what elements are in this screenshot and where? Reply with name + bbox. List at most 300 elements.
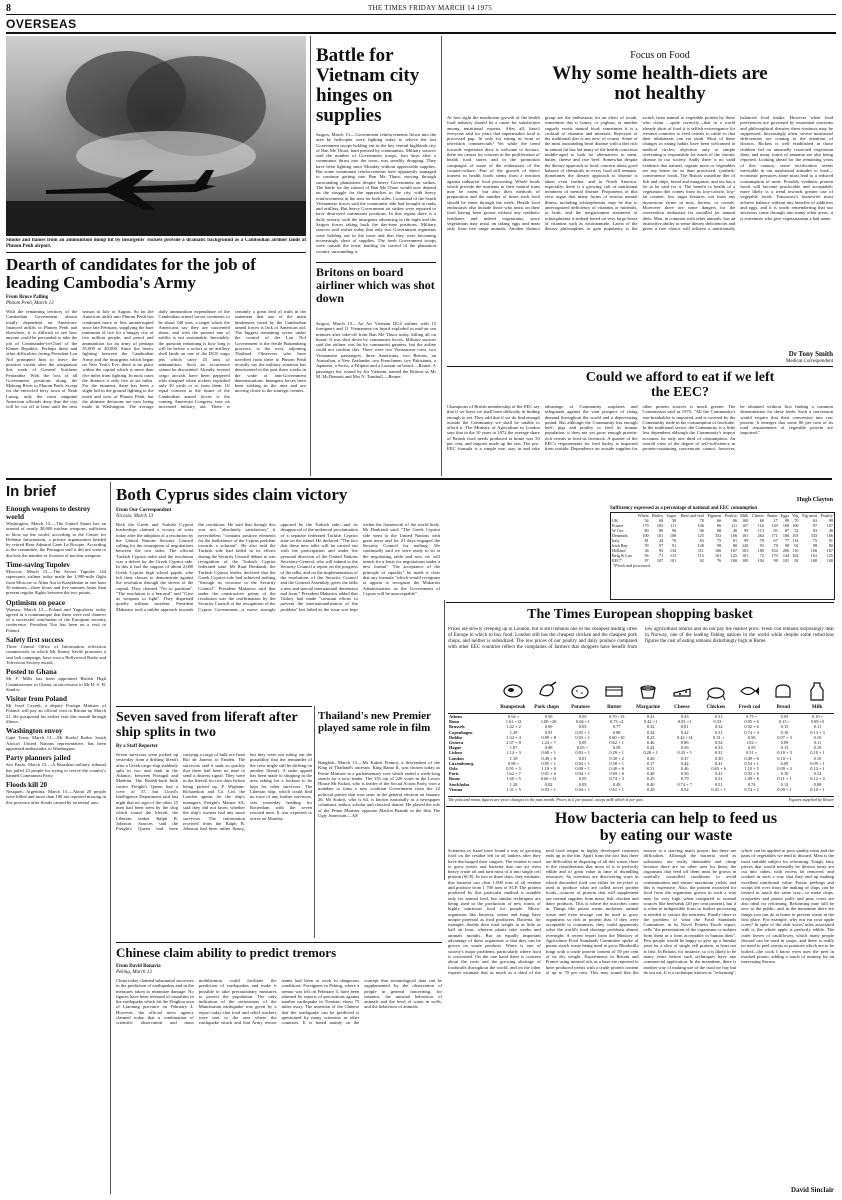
health-author: Dr Tony Smith xyxy=(788,350,833,358)
shopping-price-cell: 0.04 +1 xyxy=(575,719,590,725)
sufficiency-cell: 98 xyxy=(717,543,722,548)
shopping-price-cell: 0.05 xyxy=(578,714,587,719)
shopping-price-cell: 0.13 + 1 xyxy=(810,766,825,772)
margarine-icon xyxy=(631,680,665,702)
sufficiency-cell: 80 xyxy=(732,543,738,548)
brief-item-headline: Optimism on peace xyxy=(6,598,66,607)
shopping-price-cell: 0.41 xyxy=(714,760,723,766)
shopping-price-cell: 0.42 +1 xyxy=(643,719,658,725)
shopping-price-cell: 0.58 xyxy=(747,734,756,740)
sufficiency-cell: 179 xyxy=(642,523,649,528)
shopping-price-cell: 0.08 + 1 xyxy=(575,766,590,772)
brief-column-rule xyxy=(110,482,111,1194)
shopping-column-header: Bread xyxy=(776,704,790,710)
shopping-price-cell: 0.24 xyxy=(646,745,655,751)
sufficiency-cell: 111 xyxy=(731,523,738,528)
shopping-price-cell: 0.98 + xyxy=(507,760,520,766)
brief-item-body: Sao Paulo, March 13.—A Brazilian military tribunal has jailed 23 people for trying to revive the country's banned Communist Party. xyxy=(6,762,106,778)
sufficiency-cell: 36 xyxy=(644,548,649,553)
health-headline: Why some health-diets are not healthy xyxy=(552,63,768,104)
shopping-price-cell: 0.10 + 3 xyxy=(777,750,792,756)
shopping-price-cell: 0.20 xyxy=(646,755,655,761)
sufficiency-cell: 92 xyxy=(794,543,799,548)
sufficiency-cell: 166 xyxy=(714,548,722,553)
sufficiency-cell: 76 xyxy=(717,558,722,563)
shopping-price-cell: 0.05 xyxy=(578,776,587,782)
shopping-price-cell: 0.12 + 4 xyxy=(810,776,825,782)
liferaft-rule xyxy=(116,706,312,707)
shopping-price-cell: 0.74 + 2 xyxy=(744,786,759,792)
brief-item-headline: Posted to Ghana xyxy=(6,668,57,677)
shopping-price-cell: 0.51 + xyxy=(745,750,758,756)
sufficiency-cell: 99 xyxy=(784,518,790,523)
shopping-price-cell: 0.61 + 1 xyxy=(609,786,624,792)
sufficiency-cell: 125 xyxy=(697,533,704,538)
sufficiency-cell: 144 xyxy=(782,553,790,558)
shopping-column-header: Cheese xyxy=(674,704,690,710)
shopping-price-cell: 0.32 xyxy=(646,724,655,730)
shopping-price-cell: 0.29 + 1 xyxy=(609,750,624,756)
brief-item-headline: Party planners jailed xyxy=(6,754,71,763)
shopping-price-cell: 0.04 + 1 xyxy=(575,771,590,777)
sufficiency-cell: 116 xyxy=(757,523,764,528)
shopping-price-cell: 0.81 +1 xyxy=(677,719,692,725)
chinese-byline: From David Bonavia xyxy=(116,964,161,969)
shopping-column-rule xyxy=(444,600,445,880)
shopping-price-cell: 0.40 + 6 xyxy=(609,766,624,772)
sufficiency-cell: 107 xyxy=(742,523,749,528)
food-column-rule xyxy=(441,36,442,476)
sufficiency-cell: 56 xyxy=(644,553,649,558)
section-rule xyxy=(6,32,836,34)
shopping-price-cell: 0.07 + 3 xyxy=(777,734,792,740)
shopping-price-cell: 0.93 + 1 xyxy=(541,786,556,792)
sufficiency-cell: 100 xyxy=(742,558,749,563)
shopping-city: Dublin xyxy=(449,734,462,740)
eec-body: Champions of British membership of the EEC say that if we leave we shall have difficulty in finding enough to eat. They add that if we do find enough outside the Community we shall be unable to afford it. The Ministry of Agriculture in London says that in the 10 years to 1972 the average share of British food needs produced at home was 50 per cent, and imports made up the rest. The pro-EEC formula is a simple one: stay in and take advantage of Community surpluses and safeguards against the vain prospect of rising demand throughout the world and a depreciating pound. But although the Community has enough beef, pigs and poultry to feed its human population, it does not yet grow enough protein-rich cereals to feed its livestock. A quarter of the EEC's requirements for feed barley is imported from outside. Dependence on outside supplies for other protein sources is much greater. The Commission said in 1973: "All the Community's non-breakables is imported, and is covered by the Community trade in the consumption of foodcake. In the traditional sector, the Community is a little less dependent although the Community's import accounts for only one third of consumption. An overall view of the degree of self-sufficiency in protein-containing concentrate cannot, however, be obtained without first finding a common denomination for these feeds. Such a conversion would require that their conversion into raw protein. It emerges that some 80 per cent of its total requirements of vegetable protein are imported." xyxy=(447,404,833,452)
shopping-price-cell: 0.31 xyxy=(714,750,723,756)
shopping-city: Brussels xyxy=(449,724,465,730)
shopping-price-cell: 0.51 xyxy=(714,776,723,782)
sufficiency-country: UK xyxy=(612,518,619,523)
sufficiency-cell: 80 xyxy=(828,543,833,548)
shopping-price-cell: 0.05 xyxy=(578,781,587,787)
sufficiency-country: EEC* xyxy=(612,558,623,563)
sufficiency-cell: 75 xyxy=(717,538,722,543)
sufficiency-cell: 71 xyxy=(658,553,664,558)
shopping-price-cell: 1.28 xyxy=(509,781,518,787)
sufficiency-cell: 87 xyxy=(784,528,790,533)
sufficiency-cell: 98 xyxy=(773,558,778,563)
sufficiency-cell: 97 xyxy=(812,523,818,528)
shopping-price-cell: 0.10 xyxy=(780,771,789,777)
sufficiency-cell: 63 xyxy=(699,538,704,543)
sufficiency-cell: 99 xyxy=(744,528,749,533)
sufficiency-cell: 103 xyxy=(742,548,749,553)
sufficiency-cell: 161 xyxy=(810,553,818,558)
vietnam-column-rule xyxy=(310,36,311,476)
brief-item-body: Three Central Office of Information television commercials in which Mr Jimmy Savile promotes a seat belt campaign, have won a Hollywood Radio and Television Society award. xyxy=(6,644,106,665)
shopping-city: London xyxy=(449,755,464,761)
brief-item-body: Washington, March 13.—The United States has an arsenal of nearly 30,000 nuclear weapons, sufficient to blow up the world, according to the Centre for Defense Information, a private organization headed by retired Rear Admiral Gene La Rocque. According to the committee, the Pentagon said it did not want to disclose the number or location of nuclear weapons. xyxy=(6,521,106,558)
sufficiency-cell: 100 xyxy=(642,533,649,538)
shopping-city: Luxembourg xyxy=(449,760,474,766)
sufficiency-column-header: Barley xyxy=(652,513,664,518)
shopping-price-cell: 0.10 xyxy=(813,734,822,740)
shopping-price-cell: 1.62 + 7 xyxy=(506,771,521,777)
shopping-price-cell: 0.13 xyxy=(780,745,789,751)
liferaft-body: Seven survivors were picked up yesterday from a drifting liferaft after a Greek cargo ship suddenly split in two and sank in the Atlantic, between Portugal and Madeira. The British-built bulk carrier Freight's Queen had a crew of 37, but Lloyd's Intelligence Department said last night that no sign of the other 25 men had been seen by the ship which found the liferaft, the Liberian tanker Ralph B. Johnson. Sources said the Freight's Queen had been carrying a cargo of bulk ore from Rio de Janeiro to Emden. The survivors said it sank so quickly that there had been no time to send a distress signal. They were in the liferaft for two days before being picked up. P. Wigham-Richardson and Co. Ltd, the London agents for the ship's managers, Freight's Marine SA, said they did not know whether the ship's owners had any more survivors. The information received from the Ralph B. Johnson had been rather flimsy, but they were not ruling out the possibility that the remainder of the crew might still be drifting on another liferaft. A radio appeal has been made to shipping in the area asking for a lookout to be kept for other survivors. The Liberian ship, which could find no trace of any further survivors, was yesterday heading for Rotterdam with the seven rescued men. It was expected to arrive on Monday. xyxy=(116,752,312,832)
sufficiency-cell: 68 xyxy=(658,518,664,523)
shopping-price-cell: 0.10 + 1 xyxy=(810,750,825,756)
health-author-title: Medical Correspondent xyxy=(785,359,833,364)
sufficiency-cell: 139 xyxy=(771,523,778,528)
shopping-price-cell: 0.09 + 1 xyxy=(777,786,792,792)
shopping-price-cell: 0.49 + 6 xyxy=(744,755,759,761)
sufficiency-cell: 100 xyxy=(730,558,738,563)
shopping-price-cell: 0.86 xyxy=(680,740,689,746)
shopping-city: Hague xyxy=(449,745,462,751)
shopping-price-cell: 0.60 +10 xyxy=(608,734,625,740)
thailand-body: Bangkok, March 13.—Mr Kukrit Pramoj, a descendant of the King of Thailand's ancestor, King Rama II, was chosen today as Prime Minister in a parliamentary vote which ended a week-long search for a new leader. The 135 out of 226 votes in the Lower House Mr Kukrit, who is leader of the Social Action Party, won a mandate to form a new coalition Government from the 22 political parties that won seats in the general election on January 26. Mr Kukrit, who is 64, is known nationally as a newspaper columnist, author, scholar and classical dancer. He played the role of the Prime Minister opposite Marlon Brando in the film The Ugly American.—AP. xyxy=(318,760,440,818)
shopping-column-header: Margarine xyxy=(636,704,661,710)
milk-icon xyxy=(800,680,834,702)
sufficiency-country: Irish Rep xyxy=(612,543,628,548)
sufficiency-cell: 107 xyxy=(656,558,664,563)
sufficiency-country: Holland xyxy=(612,548,626,553)
section-label: OVERSEAS xyxy=(6,17,77,31)
shopping-price-cell: 0.56 xyxy=(680,745,689,751)
shopping-price-cell: 0.14 xyxy=(813,771,822,777)
brief-list xyxy=(6,502,106,1192)
sufficiency-cell: 102 xyxy=(792,553,799,558)
sufficiency-cell: 171 xyxy=(771,533,778,538)
shopping-price-cell: 0.48 xyxy=(646,771,655,777)
newspaper-date-line: THE TIMES FRIDAY MARCH 14 1975 xyxy=(367,4,493,12)
shopping-price-cell: 1.31 + 5 xyxy=(506,786,521,792)
cambodia-headline: Dearth of candidates for the job of leading Cambodia's Army xyxy=(6,255,256,292)
cambodia-byline: From Bruce Palling xyxy=(6,295,49,300)
sufficiency-cell: 101 xyxy=(656,533,664,538)
sufficiency-cell: 167 xyxy=(826,548,833,553)
sufficiency-cell: 92 xyxy=(699,558,704,563)
sufficiency-cell: 59 xyxy=(644,543,649,548)
brief-item-body: Warsaw, March 13.—Poland and Yugoslavia today agreed in a communique that there were real chances of a successful conclusion of the European security conference. President Tito has been on a visit to Poland. xyxy=(6,606,106,633)
brief-item-headline: Time-saving Tupolev xyxy=(6,561,70,570)
shopping-price-cell: 0.30 xyxy=(714,755,723,761)
sufficiency-cell: 113 xyxy=(757,528,764,533)
cyprus-headline: Both Cyprus sides claim victory xyxy=(116,485,348,504)
shopping-price-cell: 0.10 + 1 xyxy=(810,786,825,792)
shopping-price-cell: 0.92 + 6 xyxy=(744,771,759,777)
shopping-price-cell: 0.41 + 1 xyxy=(711,786,726,792)
shopping-city: Copenhagen xyxy=(449,729,473,735)
sufficiency-column-header: Pigmeat xyxy=(707,513,722,518)
shopping-price-cell: 0.40 xyxy=(646,781,655,787)
butter-icon xyxy=(597,680,631,702)
eec-rule xyxy=(447,366,833,367)
shopping-city: Rome xyxy=(449,776,460,782)
shopping-price-cell: 0.81 xyxy=(680,724,689,730)
cheese-icon xyxy=(665,680,699,702)
sufficiency-cell: 104 xyxy=(757,558,764,563)
shopping-price-cell: 2.37 + 8 xyxy=(506,740,521,746)
thailand-column-rule xyxy=(314,706,315,938)
sufficiency-cell: 111 xyxy=(670,523,677,528)
shopping-price-cell: 0.92 + 6 xyxy=(744,724,759,730)
steak-icon xyxy=(496,680,530,702)
sufficiency-cell: 99 xyxy=(828,518,833,523)
sufficiency-cell: 44 xyxy=(658,538,664,543)
shopping-column-header: Fresh cod xyxy=(738,704,761,710)
sufficiency-cell: 60 xyxy=(759,518,764,523)
chinese-dateline: Peking, March 13 xyxy=(116,970,152,975)
sufficiency-cell: 96 xyxy=(672,528,677,533)
sufficiency-cell: 110 xyxy=(792,548,799,553)
chinese-headline: Chinese claim ability to predict tremors xyxy=(116,945,337,960)
shopping-price-cell: 1.18 xyxy=(509,755,518,761)
sufficiency-cell: 91 xyxy=(732,538,738,543)
shopping-price-cell: 0.33 xyxy=(714,745,723,751)
shopping-intro: Prices are slowly creeping up in London, but is still remains one of the cheapest leading cities of Europe in which to buy food. London still has the cheapest chicken and the cheapest pork chops, and neither is subsidized. The low prices of our poultry and dairy produce compared with other EEC countries reflect the complaints of farmers that shoppers have benefit from low agricultural returns and do not pay the market price. Fresh cod remains surprisingly dear in Norway, one of the leading fishing nations in the world while despite some reductions figures the cost of eating remains disturbingly high in Rome. xyxy=(448,627,834,650)
shopping-price-cell: 0.09 + 3 xyxy=(777,766,792,772)
cambodia-body: With the remaining territory of the Cambodian Government almost totally dependent on American-financed airlifts to Phnom Penh and elsewhere, it is difficult to see how anyone could be persuaded to take the job of Commander-in-Chief of the Khmer Republic. Perhaps these and other difficulties facing President Lon Nol prompted him to leave the position vacant after the resignation this week of General Sosthene Fernandez. With the loss of all Government positions along the Mekong River to Phnom Penh, except for the encircled ferry town of Neak Luong, only the most sanguine American officials deny that the city will be cut off at least until the next season in July or August. So far the American airlift into Phnom Penh has continued more or less uninterrupted since late February, supplying the bare minimum of rice for a hungry city of two million people, and petrol and ammunition for an army of perhaps 35,000 to 40,000. Since the heavy fighting between the Cambodian Army and the insurgents which began on New Year's Eve, there is no place within the capital which is more than five miles from fighting. In most cases the distance is only five or six miles. For the moment, there has been a slight lull in the ground fighting to the north and west of Phnom Penh, but the ultimate decisions are now being made in Washington. The average daily ammunition expenditure of the Cambodian armed forces continues to be about 340 tons, a target which the Americans say they are concerned about, and with the present rate of airlifts is not sustainable. Inevitably, the question remaining is how long it will be before a rocket or an artillery shell lands on one of the DC8 cargo jets which carry 45 tons of ammunition. Such an occurrence cannot be discounted. Already, several cargo aircraft have been peppered with shrapnel when rockets exploded only 30 yards or so from them. Of equal concern to the future of the Cambodian armed forces is the coming American Congress vote on increased military aid. There is certainly a great deal of truth in the statement that one of the main hindrances faced by the Cambodian armed forces is lack of American aid. The biggest remaining sector under the control of the Lon Nol Government is the fertile Battambang province, to the west, adjoining Thailand. Observers who have travelled from there to Phnom Penh recently say the military situation has deteriorated in the past three weeks in the wake of anti-Government demonstrations. Insurgent forces have been striking in the area and are moving closer to the strategic centres. xyxy=(6,309,306,410)
shopping-price-cell: 0.01 xyxy=(578,755,587,761)
sufficiency-footnote: *Fresh and processed. xyxy=(613,563,651,568)
shopping-price-cell: 0.47 xyxy=(680,755,689,761)
shopping-credit: Figures supplied by Reuter xyxy=(788,797,834,802)
sufficiency-cell: 166 xyxy=(730,533,738,538)
sufficiency-cell: 101 xyxy=(742,533,749,538)
shopping-price-cell: 1.28 xyxy=(509,729,518,735)
shopping-price-cell: 0.32 xyxy=(714,724,723,730)
sufficiency-cell: 54 xyxy=(644,518,649,523)
sufficiency-cell: 89 xyxy=(658,528,664,533)
shopping-price-cell: 0.30 + 2 xyxy=(609,755,624,761)
shopping-price-cell: 0.54 xyxy=(714,740,723,746)
shopping-price-cell: 0.31 xyxy=(714,714,723,719)
shopping-city: Lisbon xyxy=(449,750,462,756)
shopping-price-cell: 0.65 + 6 xyxy=(711,766,726,772)
shopping-price-cell: 0.91 xyxy=(544,729,553,735)
shopping-price-cell: 0.49 xyxy=(612,781,621,787)
shopping-price-cell: 0.89 + 8 xyxy=(541,734,556,740)
shopping-price-cell: 0.10 + 1 xyxy=(777,755,792,761)
shopping-price-cell: 0.33 - xyxy=(713,719,724,725)
sufficiency-column-header: Wheat xyxy=(637,513,649,518)
sufficiency-cell: 161 xyxy=(714,553,722,558)
sufficiency-cell: 76 xyxy=(672,538,677,543)
shopping-price-cell: 0.03 xyxy=(578,724,587,730)
photo-illustration-icon xyxy=(6,36,306,236)
shopping-price-cell: 0.69 xyxy=(544,724,553,730)
shopping-column-header: Potatoes xyxy=(571,704,590,710)
bacteria-author: David Sinclair xyxy=(791,1186,834,1194)
shopping-price-cell: 0.10 xyxy=(813,745,822,751)
sufficiency-country: France xyxy=(612,523,624,528)
shopping-price-cell: 0.70 +13 xyxy=(608,714,625,719)
sufficiency-cell: 170 xyxy=(771,553,778,558)
shopping-price-cell: 0.10 + xyxy=(811,714,824,719)
shopping-city: Stockholm xyxy=(449,781,470,787)
bacteria-headline: How bacteria can help to feed us by eating our waste xyxy=(554,810,778,844)
sufficiency-column-header: Sugar xyxy=(666,513,677,518)
sufficiency-cell: 166 xyxy=(810,548,818,553)
chinese-body: China today claimed substantial successes in the prediction of earthquakes and in the measures taken to minimize damage. No figures have been released of casualties in the earthquake which hit the Yingkou area of Liaoning province on February 4. However, the official news agency claimed today that a combination of scientific observation and mass mobilization could facilitate the prediction of earthquakes and make it possible to take precautionary measures to protect the population. The only indication of the seriousness of the Manchurian earthquake was given by a report today that food and relief workers were sent to the area where the earthquake struck and that Army rescue teams had been at work in dangerous conditions. Foreigners in Peking, where a tremor was felt on February 4, have been alarmed by reports of precautions against another earthquake in Tientsin, about 75 miles away. The assertion of the Chinese that the earthquake can be predicted is questioned by many scientists in other countries. It is based mainly on the concept that seismological data can be supplemented by the observation of people in general concerning, for instance, the unusual behaviour of animals and the level of water in wells, and the behaviour of animals. xyxy=(116,978,442,1026)
sufficiency-column-header: Cheese xyxy=(751,513,764,518)
sufficiency-cell: 83 xyxy=(773,528,778,533)
shopping-price-cell: 0.73 +2 xyxy=(609,719,624,725)
health-body: At first sight the mushroom growth of the health food industry should be a cause for satisfaction among nutritional experts. After all, hasn't everyone said for years that supermarket food is processed pap, fit only for eating in front of television commercials? Yet while the trend towards vegetarian diets is welcome to doctors, there are causes for concern in the proliferation of health food stores and in the promotion campaigns of some of the enthusiasts of the counter-culture. Part of the growth of direct interest in health foods stems from a reaction against industrial food processing. Whole foods which provide the nutrients in their natural form may be eaten, but also their methods of preparation and the number of times each food should be eaten through the week. Health food enthusiasts also include those who insist on their food having been grown without any synthetic fertilizers and indeed vegetarians, since vegetarians may insist on taking eggs and meat only from free range animals. Another distinct group are the enthusiasts for an elixir of youth, sometimes this is honey, or yoghurt, or another vaguely exotic natural food; sometimes it is a cocktail of vitamins and minerals. Rejection of the traditional diet is not new, of course. Some of the most outstanding heart disease with a diet rich in animal fat has led many of the health conscious middle-aged to look for alternatives to meat, butter, cheese and rare beef. Somewhat despite the dietary approach to food, concern about good balance of chemicals in every food still remains. Sometimes the dietary approach to disease is taken even further, and in North America, especially, there is a growing cult of nutritional treatment of mental disease. Proponents of this view argue that many forms of serious mental illness, including schizophrenia, may be due to unrecognized deficiency of vitamins or minerals, or both; and the megavitamin treatment of schizophrenia is indeed based on very large doses of vitamins such as nicotinamide. Latest of the dietary philosophies to gain popularity is the switch from animal to vegetable protein by those who claim —quite correctly—that in a world already short of food it is selfish extravagance for western countries to feed cereals to cattle so that their inhabitants can eat steak. Most of these changes in eating habits have been welcomed in medical circles; objection only to simple overeating is responsible for much of the chronic disease in our society. Sadly there is no valid evidence that natural, organic meat or vegetables are any better for us than processed, synthetic convenience foods. The British wasteline diet of fish and chips, bread and margarine, and tea has a lot to be said for it. The benefit to health of a vegetarian diet comes from its low-calorie, low-fat content, low sugar features, not from any mysterious virtue in nuts, berries, or cereals. Moreover there are some dangers for the overzealous enthusiast for uncalled for natural diets. Man, in common with other animals, has an instinctive ability to sense dietary deficiencies and given a free choice will achieve a nutritionally balanced food intake. However when food preferences are governed by emotional reactions and philosophical theories these instincts may be suppressed. Increasingly often, severe nutritional deficiencies are coming to the attention of doctors. Rickets is well established in those children fed on unusually restricted vegetarian diets, and many forms of anaemia are also being reported. Looking ahead for the remaining years of this century, some rectification seems inevitable in our nutritional attitudes to food—economic pressures alone must lead to a reduced consumption of meat. Possibly synthetic protein foods will become practicable and acceptable; more likely is a trend towards greater use of vegetable foods. Tomorrow's housewife must achieve balance without any benefits of additives and eggs, and it is worth remembering that our ancestors came through into many other areas, it is extremists who give vegetarianism a bad name. xyxy=(447,115,833,232)
sufficiency-cell: 180 xyxy=(757,548,764,553)
shopping-price-cell: 1.10 + 8 xyxy=(541,766,556,772)
shopping-price-cell: 1.87 xyxy=(509,745,518,751)
sufficiency-cell: 78 xyxy=(699,518,704,523)
brief-item-body: Moscow, March 13.—The Soviet Tupolev 144 supersonic airliner today made the 1,900-mile flight from Moscow to Alma Ata in Kazakhstan in one hour 50 minutes—three hours and five minutes faster than present regular flights between the two points. xyxy=(6,569,106,596)
cyprus-byline: From Our Correspondent xyxy=(116,508,172,513)
shopping-price-cell: 0.88 xyxy=(612,729,621,735)
shopping-price-cell: 0.75 + xyxy=(745,714,758,719)
cyprus-body: Both the Greek and Turkish Cypriot leaderships claimed a victory of sorts today after the adoption of a resolution by the United Nations Security Council calling for the resumption of negotiations between the two sides. The official Turkish Cypriot radio said the resolution was a defeat for the Greek Cypriot side. In this it had the support of about 2,000 Greek Cypriot high school pupils, who left their classes to demonstrate against the resolution through the streets of the capital. They chanted "No to partition". "The resolution is a betrayal" and "Give us weapons to fight". They dispersed quietly without incident. President Makarios took a milder approach towards the resolution. He said that though this was not "absolutely satisfactory" it nevertheless "contains positive elements for the furtherance of the Cyprus problem towards a solution". He also said the Turkish side had failed in its efforts during the Security Council debate to win recognition of the Turkish Cypriot federated state. Mr Rauf Denktash, the Turkish Cypriot leader, declared that the Greek Cypriot side had achieved nothing "through its recourse to the Security Council". President Makarios said that under the constructive points of the resolution was the reaffirmation by the Security Council of the recognition of the Cyprus Government—a move strongly opposed by the Turkish side—and its disapproval of the unilateral proclamation of a separate federated Turkish Cypriot state on the island. He declared: "The fact that these new talks will be carried out with the participation and under the personal direction of the United Nations Secretary-General, who will submit to the Security Council a report on the progress of the talks, and on the implementation of the resolutions of the Security Council and the General Assembly, gives the talks a new and special international dimension and form." President Makarios added that Turkey had made "constant efforts to prevent the internationalization of the problem" but failed as the issue was kept within the framework of the world body. Mr Denktash said: "The Greek Cypriot side went to the United Nations with great noise and for 21 days engaged the Security Council for nothing. We continually said we were ready to sit at the negotiating table and now we will search for a basis for negotiations under a new format". The acceptance of the principle of equality" he made it clear that any formula "which would recognize or appear to recognize the Makarios Administration as the Government of Cyprus will be unacceptable". xyxy=(116,522,440,612)
shopping-price-cell: 0.82 xyxy=(544,781,553,787)
shopping-price-cell: 0.74 + 4 xyxy=(744,729,759,735)
shopping-column-header: Butter xyxy=(607,704,622,710)
shopping-price-cell: 0.88 xyxy=(544,745,553,751)
shopping-price-cell: 1.10 + 5 xyxy=(744,766,759,772)
shopping-price-cell: 0.04 + 1 xyxy=(575,760,590,766)
sufficiency-cell: 183 xyxy=(656,523,664,528)
shopping-price-cell: 0.05 xyxy=(578,740,587,746)
sufficiency-cell: 100 xyxy=(742,518,749,523)
sufficiency-cell: 100 xyxy=(826,558,833,563)
sufficiency-cell: 39 xyxy=(672,518,677,523)
shopping-price-cell: 0.23 xyxy=(646,734,655,740)
sufficiency-cell: 354 xyxy=(771,548,778,553)
vietnam-body: Saigon, March 13.—Government reinforcements flown into the area by helicopter were fighting today to relieve the last Government troops holding out in the key central highlands city of Ban Me Thuot, hard pressed by communists. Military sources said the number of Government troops, four days after a communist thrust into the town, was steadily dropping. They have been fighting since Monday without appreciable supplies. But some communist reinforcements have apparently managed to continue getting into Ban Me Thuot, moving through surrounding plantations despite heavy Government air strikes. The battle for the control of Ban Me Thuot would now depend on the struggle for the approaches to the city, with heavy reinforcements in the area for both sides. Command of the South Vietnamese forces said the communist side had brought in tanks and artillery. But heavy Government air strikes were reported to have destroyed communist positions. In this region there is a daily seesaw, with the insurgents advancing in the night and the Saigon forces taking back the day-time positions. Military sources said earlier today that only two Government regiments were holding out in the town and that they were becoming increasingly short of supplies. The fresh Government troops were outside the town, battling for control of the plantation country surrounding it. xyxy=(316,132,436,254)
shopping-row xyxy=(448,787,834,792)
britons-rule xyxy=(316,262,436,263)
sufficiency-cell: 93 xyxy=(759,543,764,548)
sufficiency-cell: 93 xyxy=(658,548,664,553)
cambodia-dateline: Phnom Penh, March 13 xyxy=(6,301,54,306)
shopping-city: Paris xyxy=(449,771,459,777)
shopping-price-cell: 0.64 + xyxy=(507,714,520,719)
shopping-city: Oslo xyxy=(449,766,458,772)
sufficiency-cell: 101 xyxy=(782,558,790,563)
shopping-price-cell: 0.49 + 6 xyxy=(541,755,556,761)
shopping-price-cell: 0.41 xyxy=(646,714,655,719)
sufficiency-cell: 166 xyxy=(826,533,833,538)
sufficiency-cell: 17 xyxy=(773,518,778,523)
sufficiency-cell: 66 xyxy=(717,518,722,523)
sufficiency-column-header: Veg xyxy=(792,513,799,518)
shopping-price-cell: 0.31 xyxy=(714,729,723,735)
cambodia-rule xyxy=(6,252,306,253)
sufficiency-column-header: Eggs xyxy=(780,513,790,518)
vietnam-headline: Battle for Vietnam city hinges on supplies xyxy=(316,45,420,126)
shopping-price-cell: 0.34 xyxy=(646,729,655,735)
shopping-price-cell: 0.08 xyxy=(813,781,822,787)
shopping-price-cell: 0.17 xyxy=(646,760,655,766)
shopping-city: Vienna xyxy=(449,786,463,792)
shopping-price-cell: 0.85 + 1 xyxy=(541,760,556,766)
shopping-price-cell: 0.13 + 3 xyxy=(810,729,825,735)
shopping-column-header: Rumpsteak xyxy=(500,704,526,710)
bacteria-rule xyxy=(446,806,834,807)
sufficiency-cell: 96 xyxy=(699,528,704,533)
shopping-icons-row xyxy=(496,680,834,702)
sufficiency-cell: 91 xyxy=(672,543,677,548)
sufficiency-cell: 206 xyxy=(782,548,790,553)
shopping-headline: The Times European shopping basket xyxy=(527,607,753,622)
food-kicker: Focus on Food xyxy=(630,50,690,61)
shopping-price-cell: 0.43 + 1 xyxy=(677,750,692,756)
shopping-price-cell: 0.54 xyxy=(680,786,689,792)
shopping-price-cell: 0.44 xyxy=(680,760,689,766)
sufficiency-cell: 114 xyxy=(792,538,799,543)
shopping-price-cell: 0.43 xyxy=(680,714,689,719)
shopping-footnote: The plus and minus figures are price changes in the past month. Prices in £ per pound, except milk which is per pint. xyxy=(448,797,644,802)
shopping-price-cell: 0.03 + 1 xyxy=(575,734,590,740)
sufficiency-cell: 106 xyxy=(782,533,790,538)
brief-item-headline: Safety first success xyxy=(6,636,64,645)
shopping-price-cell: 0.09 +5 xyxy=(810,719,825,725)
shopping-price-cell: 0.68 + 1 xyxy=(541,750,556,756)
liferaft-byline: By a Staff Reporter xyxy=(116,744,158,749)
brief-item-headline: Visitor from Poland xyxy=(6,695,67,704)
sufficiency-cell: 98 xyxy=(812,543,818,548)
sufficiency-cell: 97 xyxy=(658,543,664,548)
sufficiency-cell: 70 xyxy=(794,518,799,523)
chop-icon xyxy=(530,680,564,702)
shopping-price-cell: 0.54 + 1 xyxy=(744,760,759,766)
sufficiency-cell: 101 xyxy=(742,553,749,558)
brief-item-headline: Washington envoy xyxy=(6,727,63,736)
shopping-price-cell: 1.24 + 7 xyxy=(541,740,556,746)
sufficiency-column-header: Milk xyxy=(740,513,749,518)
sufficiency-cell: 52 xyxy=(794,528,799,533)
shopping-price-cell: 0.41 xyxy=(714,771,723,777)
shopping-price-cell: 0.09 + 1 xyxy=(810,760,825,766)
sufficiency-cell: 96 xyxy=(732,518,738,523)
shopping-price-cell: 1.60 + 5 xyxy=(506,776,521,782)
brief-item-headline: Floods kill 20 xyxy=(6,781,48,790)
shopping-price-cell: 0.69 + 6 xyxy=(609,771,624,777)
thailand-headline: Thailand's new Premier played same role in film xyxy=(318,710,431,734)
shopping-price-cell: 1.14 + 3 xyxy=(506,750,521,756)
cyprus-dateline: Nicosia, March 13 xyxy=(116,514,154,519)
britons-body: Saigon, March 13.—An Air Vietnam DC4 airliner with 15 foreigners and 11 Vietnamese on board exploded in mid-air ten minutes after take-off from Ban Me Thuot today, killing all on board. It was shot down by communist forces. Military sources said the airliner was hit by communist gunners, but the airline could not confirm this. There were two Vietnamese crew, two Vietnamese passengers, three Americans, two Britons, an Australian, a New Zealander, two Frenchmen, two Pakistanis, a Japanese, a Swiss, a Filipino and a Laotian on board.—Reuter. A passenger list, issued by Air Vietnam, named the Britons as Mr M. McDermott and Mrs N. Turnbull.—Reuter. xyxy=(316,321,436,379)
bacteria-body: Scientists in Israel have found a way of growing food on the residue left in oil tankers after they have discharged their cargoes. The residue is used to grow yeasts and bacteria that can act even heavy crude oil and turn most of it into single cell protein (SCP). In two or three days, they estimate, this bacteria can clear 1,000 tons of oil residue and produce from 1 700 tons of SCP. The protein produced by this particular method is suitable only for animal feed, but similar techniques are being tried in the production of new forms of highly nutritious food for people. Micro-organisms like bacteria, yeasts and fungi have unique potential as food producers. Bacteria, for example, double their total weight in as little as half an hour, whereas plants take weeks and animals months. But an equally important advantage of these organisms is that they can be grown on waste products. Waste is one of society's major problems, particularly where food is concerned. On the one hand there is concern about the costs and the growing shortage of foodstuffs throughout the world, and on the other experts estimate that as much as a third of the total food output in highly developed countries ends up in the bin. Apart from the fact that there are difficulties in disposing of all this waste, there is the consideration that most of it is perfectly edible and of great value in time of dwindling resources. So scientists are discovering ways in which discarded food can either be recycled or used to produce what are called novel protein foods—sources of protein that will supplement our normal supplies from meat, fish, chicken and dairy products. This is where the microbes come in. Things like potato waste, molasses, animal waste and even sewage can be used to grow organisms so rich in protein that, if they were acceptable to consumers, they could apparently solve the world's food shortage problems almost overnight. A recent report from the Ministry of Agriculture Food Standards Committee spoke of potato starch waste being used to grow Rhodotilla fungi with a crude protein content of 50 per cent of its dry weight. Experiments in Britain and France using mineral oils as a base are reported to have produced yeasts with a crude protein content of up to 70 per cent. This may sound like the answer to a starving man's prayer, but there are difficulties. Although the bacteria used as substrates, are easily obtainable and cheap because there are no other uses for them, the organisms that feed off them must be grown in carefully controlled conditions to avoid contamination and ensure maximum yields, and this is expensive. Also, the protein extracted for food from the organisms grown in such a way may be very high when compared to normal sources like beefsteak (20 per cent protein), but it is often in indigestible form so further processing is needed to extract the nutrients. Finally there is the problem of what the Food Standards Committee, in its Novel Protein Foods report, calls "the presentation of the organisms or isolates from them in a form acceptable in human diets". Few people would be happy to give up a Sunday joint for a slice of single cell protein, at least not at first. In Britain, for instance, so it is likely to be many years before such techniques have any commercial application. In the meantime, there is another way of making use of the food we buy but do not eat. It is a technique known as "reforming", which can be applied to poor quality meat and the parts of vegetables we tend to discard. Meat is the most suitable subject for reforming. Tough, fatty pieces that would normally be thrown away are cut into cubes, with excess fat removed, and cooked in such a way that they end up making excellent nutritional value. Potato peelings and scraps left over from the making of chips can be treated in much the same way—to make chips, croquettes and potato puffs and peas cores are also ideal for reforming. Reforming may still be new to the public, and in the meantime there are things you can do at home to prevent waste in the first place. For example, why not eat your apple cores? In spite of the olde wives' tales associated with it, the whole apple is perfectly edible. The outer leaves of cauliflower, which many people discard can be used in soups, and there is really no need to peel carrots or potatoes which are to be boiled—the cook I know even uses the peel in mashed potato, adding a touch of nutmeg for an interesting flavour. xyxy=(448,848,834,975)
brief-item-headline: Enough weapons to destroy world xyxy=(6,505,91,521)
sufficiency-country: Belg & Lux xyxy=(612,553,633,558)
shopping-price-cell: 0.81 + 6 xyxy=(541,771,556,777)
sufficiency-column-header: Pig meat xyxy=(802,513,818,518)
shopping-price-cell: 0.15 xyxy=(780,724,789,730)
shopping-price-cell: 1.42 + 2 xyxy=(506,724,521,730)
shopping-city: Geneva xyxy=(449,740,464,746)
sufficiency-table-box xyxy=(610,512,835,600)
sufficiency-cell: 92 xyxy=(794,558,799,563)
brief-top-rule xyxy=(6,478,832,480)
sufficiency-country: Italy xyxy=(612,538,620,543)
sufficiency-cell: 167 xyxy=(730,548,738,553)
potato-icon xyxy=(564,680,598,702)
shopping-price-cell: 0.74 + 3 xyxy=(609,776,624,782)
shopping-price-cell: 0.12 xyxy=(780,781,789,787)
sufficiency-cell: 77 xyxy=(784,538,790,543)
shopping-price-cell: 0.28 xyxy=(646,786,655,792)
